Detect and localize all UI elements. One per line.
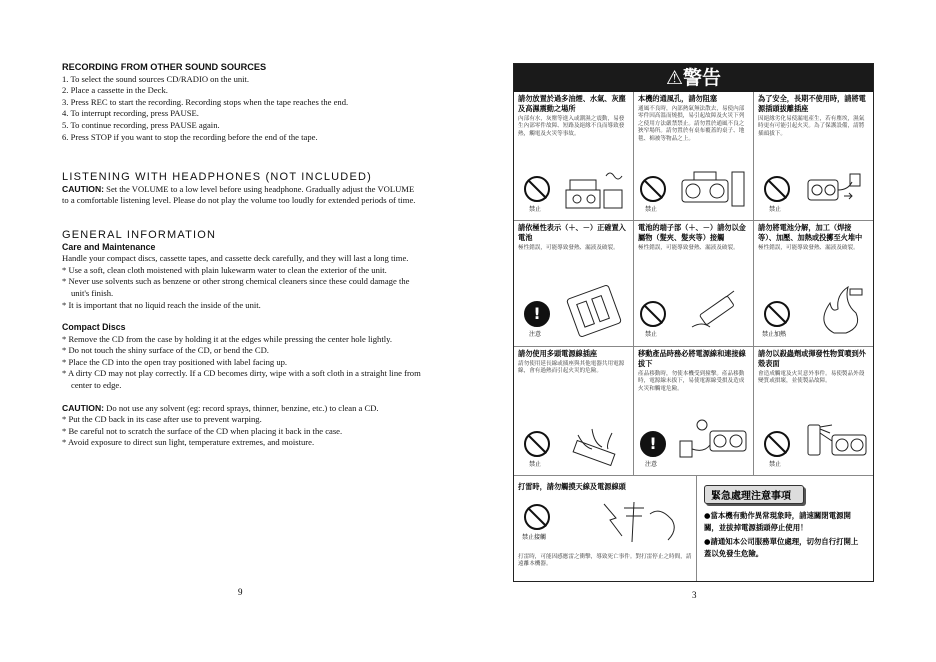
cell-text: 極性錯誤，可能導致發熱、漏液及破裂。 bbox=[518, 245, 619, 251]
general-heading: GENERAL INFORMATION bbox=[62, 228, 217, 241]
cell-heading: 請勿使用多頭電源線插座 bbox=[518, 349, 598, 358]
caution-icon bbox=[524, 301, 550, 327]
prohibit-icon bbox=[524, 431, 550, 457]
cell-text: 打雷時，可能因感應雷之衝擊，導致死亡事件。對打雷停止之時間，請遠離本機器。 bbox=[518, 554, 692, 568]
warning-cell bbox=[514, 347, 634, 476]
fire-icon bbox=[806, 283, 866, 337]
warning-title: ⚠警告 bbox=[514, 64, 873, 92]
cell-heading: 請勿以殺蟲劑或揮發性物質噴到外殼表面 bbox=[758, 349, 866, 368]
symbol-label: 注意 bbox=[529, 331, 542, 338]
symbol-label: 禁止 bbox=[645, 206, 658, 213]
multi-plug-icon bbox=[568, 425, 626, 469]
caution-icon bbox=[640, 431, 666, 457]
symbol-label: 禁止 bbox=[529, 461, 542, 468]
cell-heading: 請勿放置於過多油煙、水氣、灰塵及高濕震動之場所 bbox=[518, 94, 626, 113]
care-intro: Handle your compact discs, cassette tapes, and cassette deck carefully, and they will last a long time. bbox=[62, 253, 409, 264]
emergency-title: 緊急處理注意事項 bbox=[704, 485, 804, 504]
caution-label: CAUTION: bbox=[62, 402, 105, 413]
listening-caution bbox=[62, 184, 422, 207]
list-item: 4. To interrupt recording, press PAUSE. bbox=[62, 108, 199, 119]
list-item: * A dirty CD may not play correctly. If a CD becomes dirty, wipe with a soft cloth in a straight line from center to edge. bbox=[62, 368, 421, 391]
cell-heading: 打雷時，請勿觸摸天線及電源線頭 bbox=[518, 482, 626, 491]
prohibit-icon bbox=[764, 176, 790, 202]
left-page-number: 9 bbox=[238, 587, 243, 597]
warning-cell bbox=[634, 347, 754, 476]
emergency-item: ●請通知本公司服務單位處理，切勿自行打開上蓋以免發生危險。 bbox=[704, 537, 859, 558]
emergency-box bbox=[704, 484, 864, 560]
emergency-item: ●當本機有動作異常現象時，請速關閉電源開關，並拔掉電源插頭停止使用！ bbox=[704, 511, 851, 532]
list-item: 2. Place a cassette in the Deck. bbox=[62, 85, 168, 96]
no-heating-icon bbox=[764, 301, 790, 327]
cell-heading: 移動產品時務必將電源線和連接線拔下 bbox=[638, 349, 746, 368]
left-page bbox=[62, 62, 422, 449]
cell-text: 內部有水，灰塵等進入或潮濕之震動，易發生內部零件故障、短路及絕緣不良而導致發熱，觸電及火災等事故。 bbox=[518, 116, 625, 137]
boombox-blanket-icon bbox=[676, 168, 748, 212]
battery-compartment-icon bbox=[566, 283, 624, 339]
prohibit-icon bbox=[524, 176, 550, 202]
list-item: * Do not touch the shiny surface of the CD, or bend the CD. bbox=[62, 345, 269, 356]
warning-cell bbox=[514, 92, 634, 221]
symbol-label: 禁止 bbox=[529, 206, 542, 213]
cell-heading: 本機的通風孔，請勿阻塞 bbox=[638, 94, 718, 103]
cell-text: 會造成觸電及火災意外事件。易使製品外殼變質或損壞，並使製品故障。 bbox=[758, 371, 865, 385]
symbol-label: 禁止加熱 bbox=[762, 331, 787, 338]
warning-panel bbox=[513, 63, 874, 582]
spray-can-icon bbox=[802, 417, 868, 467]
list-item: 3. Press REC to start the recording. Recording stops when the tape reaches the end. bbox=[62, 96, 349, 107]
warning-cell bbox=[754, 347, 873, 476]
caution-text: Set the VOLUME to a low level before using headphone. Gradually adjust the VOLUME to a comfortable listening level. Please do not play the volume too loudly for extended periods of time. bbox=[62, 183, 416, 206]
lightning-antenna-icon bbox=[594, 498, 688, 548]
recording-heading: RECORDING FROM OTHER SOUND SOURCES bbox=[62, 62, 267, 72]
prohibit-icon bbox=[640, 301, 666, 327]
symbol-label: 禁止 bbox=[769, 461, 782, 468]
symbol-label: 注意 bbox=[645, 461, 658, 468]
caution-text: Do not use any solvent (eg: record sprays, thinner, benzine, etc.) to clean a CD. bbox=[104, 402, 379, 413]
cell-text: 極性錯誤，可能導致發熱、漏液及破裂。 bbox=[758, 245, 859, 251]
warning-cell bbox=[754, 92, 873, 221]
cell-text: 極性錯誤，可能導致發熱、漏液及破裂。 bbox=[638, 245, 739, 251]
stove-scene-icon bbox=[564, 170, 626, 212]
prohibit-icon bbox=[640, 176, 666, 202]
no-touch-icon bbox=[524, 504, 550, 530]
listening-heading: LISTENING WITH HEADPHONES (NOT INCLUDED) bbox=[62, 171, 372, 184]
cell-heading: 電池的端子部（＋、－）請勿以金屬物（髮夾、髮夾等）接觸 bbox=[638, 223, 746, 242]
moving-unit-icon bbox=[676, 417, 750, 467]
list-item: 6. Press STOP if you want to stop the recording before the end of the tape. bbox=[62, 131, 318, 142]
list-item: * Avoid exposure to direct sun light, temperature extremes, and moisture. bbox=[62, 437, 315, 448]
cell-heading: 請依極性表示（＋、－）正確置入電池 bbox=[518, 223, 626, 242]
caution-label: CAUTION: bbox=[62, 183, 105, 194]
list-item: * Use a soft, clean cloth moistened with plain lukewarm water to clean the exterior of the unit. bbox=[62, 264, 387, 275]
list-item: 1. To select the sound sources CD/RADIO on the unit. bbox=[62, 73, 250, 84]
list-item: * Be careful not to scratch the surface of the CD when placing it back in the case. bbox=[62, 425, 343, 436]
battery-metal-icon bbox=[686, 287, 746, 337]
unplug-icon bbox=[804, 170, 866, 210]
warning-cell bbox=[514, 221, 634, 347]
cell-heading: 為了安全，長期不使用時，請將電源插頭拔離插座 bbox=[758, 94, 866, 113]
cell-text: 請勿使用延長線或插座與其他電器共用電源線，會有過熱而引起火災的危險。 bbox=[518, 361, 625, 375]
warning-cell bbox=[634, 221, 754, 347]
warning-cell bbox=[754, 221, 873, 347]
recording-steps bbox=[62, 74, 422, 144]
symbol-label: 禁止接觸 bbox=[522, 534, 547, 541]
list-item: * Never use solvents such as benzene or other strong chemical cleaners since these could damage the unit's finish. bbox=[62, 276, 410, 298]
warning-cell bbox=[634, 92, 754, 221]
prohibit-icon bbox=[764, 431, 790, 457]
list-item: * Remove the CD from the case by holding it at the edges while pressing the center hole lightly. bbox=[62, 333, 392, 344]
thunder-cell bbox=[514, 476, 697, 581]
cell-text: 因絕緣劣化易使漏電產生，若有塵埃，濕氣時更有可能引起火災。為了保護設備，請將插頭拔下。 bbox=[758, 116, 865, 137]
list-item: 5. To continue recording, press PAUSE again. bbox=[62, 119, 220, 130]
list-item: * Put the CD back in its case after use to prevent warping. bbox=[62, 414, 262, 425]
list-item: * It is important that no liquid reach the inside of the unit. bbox=[62, 299, 261, 310]
symbol-label: 禁止 bbox=[769, 206, 782, 213]
cd-heading: Compact Discs bbox=[62, 322, 126, 333]
cd-caution bbox=[62, 403, 422, 415]
cell-heading: 請勿將電池分解，加工（焊接等）、加壓、加熱或投擲至火堆中 bbox=[758, 223, 863, 242]
cell-text: 通風不良時，內部熱氣無法散去，易使內部零件因高溫而燒損，易引起故障及火災下列之使用方法嚴禁禁止。請勿置於通風不良之狹窄場所。請勿置於有桌布覆蓋的桌子、地毯、棉被等物品之上。 bbox=[638, 106, 745, 142]
cell-text: 產品移動時，勿使本機受到撞擊。產品移動時，電源線未拔下，易使電源線受損及造成火災和觸電危險。 bbox=[638, 371, 745, 392]
list-item: * Place the CD into the open tray positioned with label facing up. bbox=[62, 356, 288, 367]
care-heading: Care and Maintenance bbox=[62, 241, 156, 252]
symbol-label: 禁止 bbox=[645, 331, 658, 338]
right-page-number: 3 bbox=[692, 590, 697, 600]
